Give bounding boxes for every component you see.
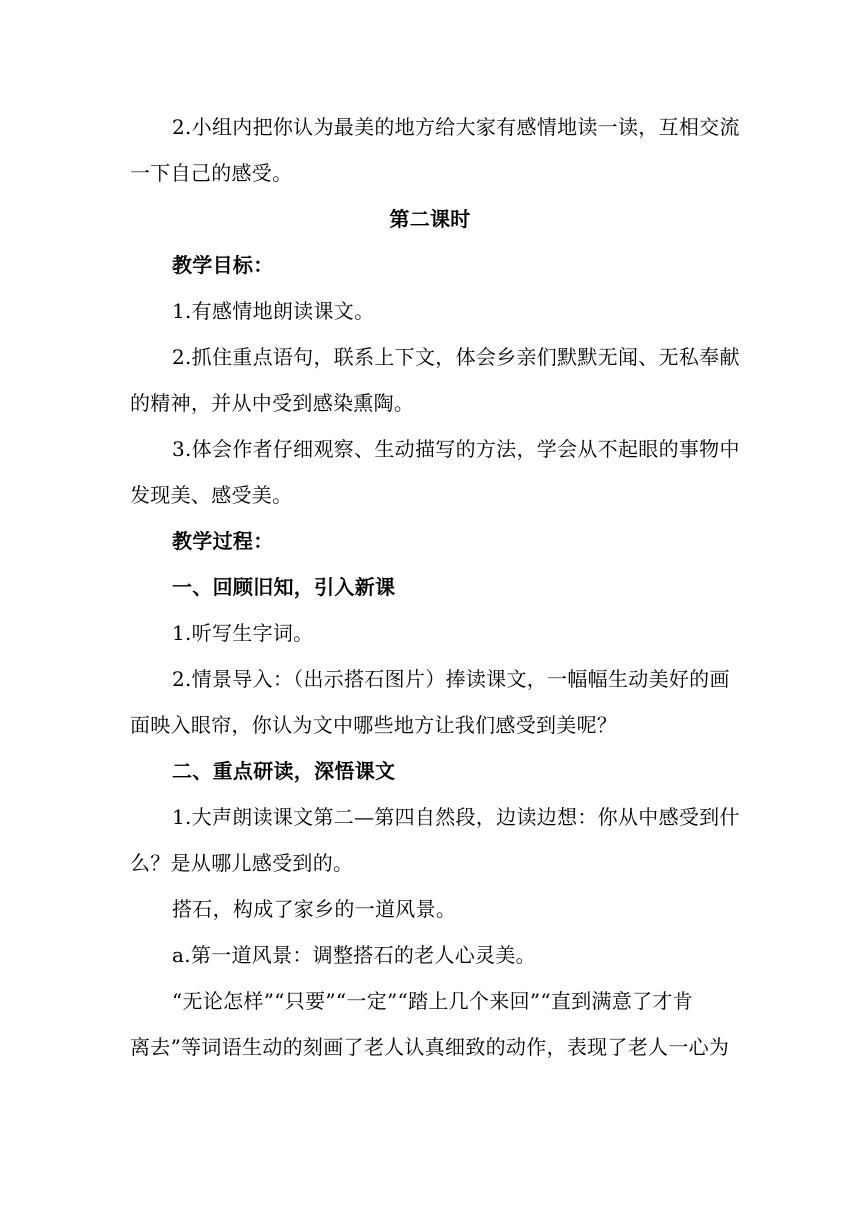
bold-heading-line: 教学过程： <box>172 529 274 553</box>
text-line: 的精神，并从中受到感染熏陶。 <box>130 391 415 415</box>
text-line: 1.有感情地朗读课文。 <box>172 299 375 323</box>
text-line: “无论怎样”“只要”“一定”“踏上几个来回”“直到满意了才肯 <box>172 989 694 1013</box>
section-heading: 第二课时 <box>389 207 471 231</box>
text-line: 么？是从哪儿感受到的。 <box>130 851 354 875</box>
text-line: 3.体会作者仔细观察、生动描写的方法，学会从不起眼的事物中 <box>172 437 740 461</box>
text-line: 2.抓住重点语句，联系上下文，体会乡亲们默默无闻、无私奉献 <box>172 345 740 369</box>
bold-heading-line: 二、重点研读，深悟课文 <box>172 759 396 783</box>
text-line: 1.大声朗读课文第二—第四自然段，边读边想：你从中感受到什 <box>172 805 740 829</box>
bold-heading-line: 一、回顾旧知，引入新课 <box>172 575 396 599</box>
text-line: 搭石，构成了家乡的一道风景。 <box>172 897 457 921</box>
text-line: 2.小组内把你认为最美的地方给大家有感情地读一读，互相交流 <box>172 115 740 139</box>
text-line: 面映入眼帘，你认为文中哪些地方让我们感受到美呢？ <box>130 713 618 737</box>
text-line: 发现美、感受美。 <box>130 483 293 507</box>
text-line: 2.情景导入：（出示搭石图片）捧读课文，一幅幅生动美好的画 <box>172 667 730 691</box>
text-line: 一下自己的感受。 <box>130 161 293 185</box>
text-line: 离去”等词语生动的刻画了老人认真细致的动作，表现了老人一心为 <box>130 1035 730 1059</box>
document-body <box>130 104 740 1070</box>
text-line: 1.听写生字词。 <box>172 621 314 645</box>
text-line: a.第一道风景：调整搭石的老人心灵美。 <box>172 943 536 967</box>
bold-heading-line: 教学目标： <box>172 253 274 277</box>
